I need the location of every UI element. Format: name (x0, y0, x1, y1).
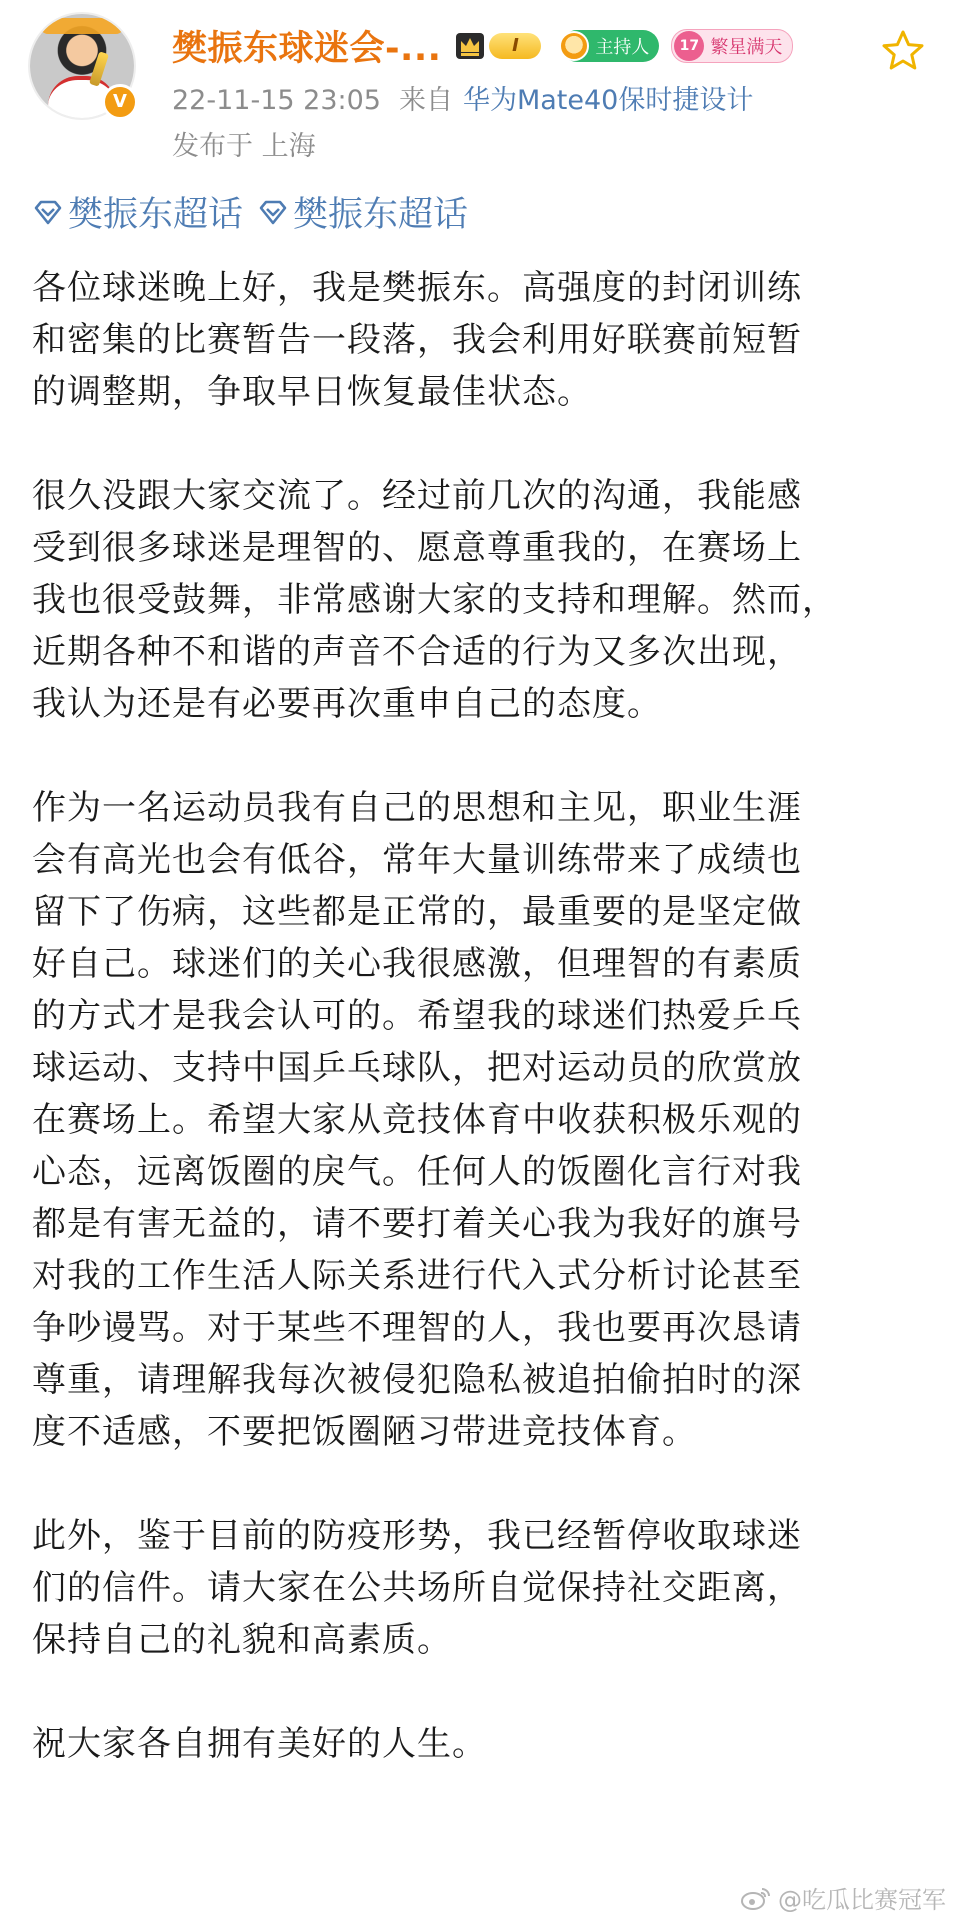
topic-label: 樊振东超话 (293, 195, 469, 235)
post-paragraph: 各位球迷晚上好，我是樊振东。高强度的封闭训练 和密集的比赛暂告一段落，我会利用好联赛前短暂 的调整期，争取早日恢复最佳状态。 (32, 268, 802, 412)
post-paragraph: 祝大家各自拥有美好的人生。 (32, 1724, 487, 1764)
diamond-topic-icon (32, 198, 64, 226)
post-meta (172, 78, 753, 117)
member-level-badge: I (489, 33, 541, 59)
author-avatar[interactable] (30, 14, 138, 122)
topic-link[interactable] (32, 187, 243, 237)
post-paragraph: 作为一名运动员我有自己的思想和主见，职业生涯 会有高光也会有低谷，常年大量训练带来了成绩也 留下了伤病，这些都是正常的，最重要的是坚定做 好自己。球迷们的关心我很感激，但理智的有素质 的方式才是我会认可的。希望我的球迷们热爱乒乓 球运动、支持中国乒乓球队，把对运动员的欣赏放 在赛场上。希望大家从竞技体育中收获积极乐观的 心态，远离饭圈的戾气。任何人的饭圈化言行对我 都是有害无益的，请不要打着关心我为我好的旗号 对我的工作生活人际关系进行代入式分析讨论甚至 争吵谩骂。对于某些不理智的人，我也要再次恳请 尊重，请理解我每次被侵犯隐私被追拍偷拍时的深 度不适感，不要把饭圈陋习带进竞技体育。 (32, 788, 802, 1452)
watermark-text: @吃瓜比赛冠军 (778, 1886, 946, 1914)
source-device-link[interactable]: 华为Mate40保时捷设计 (462, 85, 754, 116)
fan-star-badge-label: 繁星满天 (710, 37, 783, 58)
post-paragraph: 很久没跟大家交流了。经过前几次的沟通，我能感 受到很多球迷是理智的、愿意尊重我的，在赛场上 我也很受鼓舞，非常感谢大家的支持和理解。然而， 近期各种不和谐的声音不合适的行为又多次出现， 我认为还是有必要再次重申自己的态度。 (32, 476, 837, 724)
post-timestamp: 22-11-15 23:05 (172, 85, 381, 116)
post-body (32, 262, 938, 1822)
source-prefix: 来自 (398, 85, 453, 116)
author-name[interactable]: 樊振东球迷会-... (172, 29, 442, 69)
fan-star-badge (671, 29, 793, 63)
avatar-overlay-tag (40, 18, 124, 34)
star-outline-icon[interactable] (880, 28, 926, 74)
watermark (740, 1880, 946, 1915)
fan-star-badge-number: 17 (674, 31, 704, 61)
host-badge-face-icon (559, 31, 589, 61)
host-badge (561, 30, 659, 62)
host-badge-label: 主持人 (595, 37, 650, 58)
weibo-logo-icon (740, 1885, 772, 1911)
post-paragraph: 此外，鉴于目前的防疫形势，我已经暂停收取球迷 们的信件。请大家在公共场所自觉保持社交距离， 保持自己的礼貌和高素质。 (32, 1516, 802, 1660)
topic-link[interactable] (257, 187, 468, 237)
post-location: 发布于 上海 (172, 131, 316, 162)
crown-icon (453, 30, 487, 62)
verified-badge-icon: V (102, 84, 138, 120)
author-name-row (172, 20, 793, 72)
topic-links (32, 190, 482, 234)
post-header (0, 0, 960, 175)
avatar-torch (89, 51, 109, 86)
diamond-topic-icon (257, 198, 289, 226)
topic-label: 樊振东超话 (68, 195, 244, 235)
